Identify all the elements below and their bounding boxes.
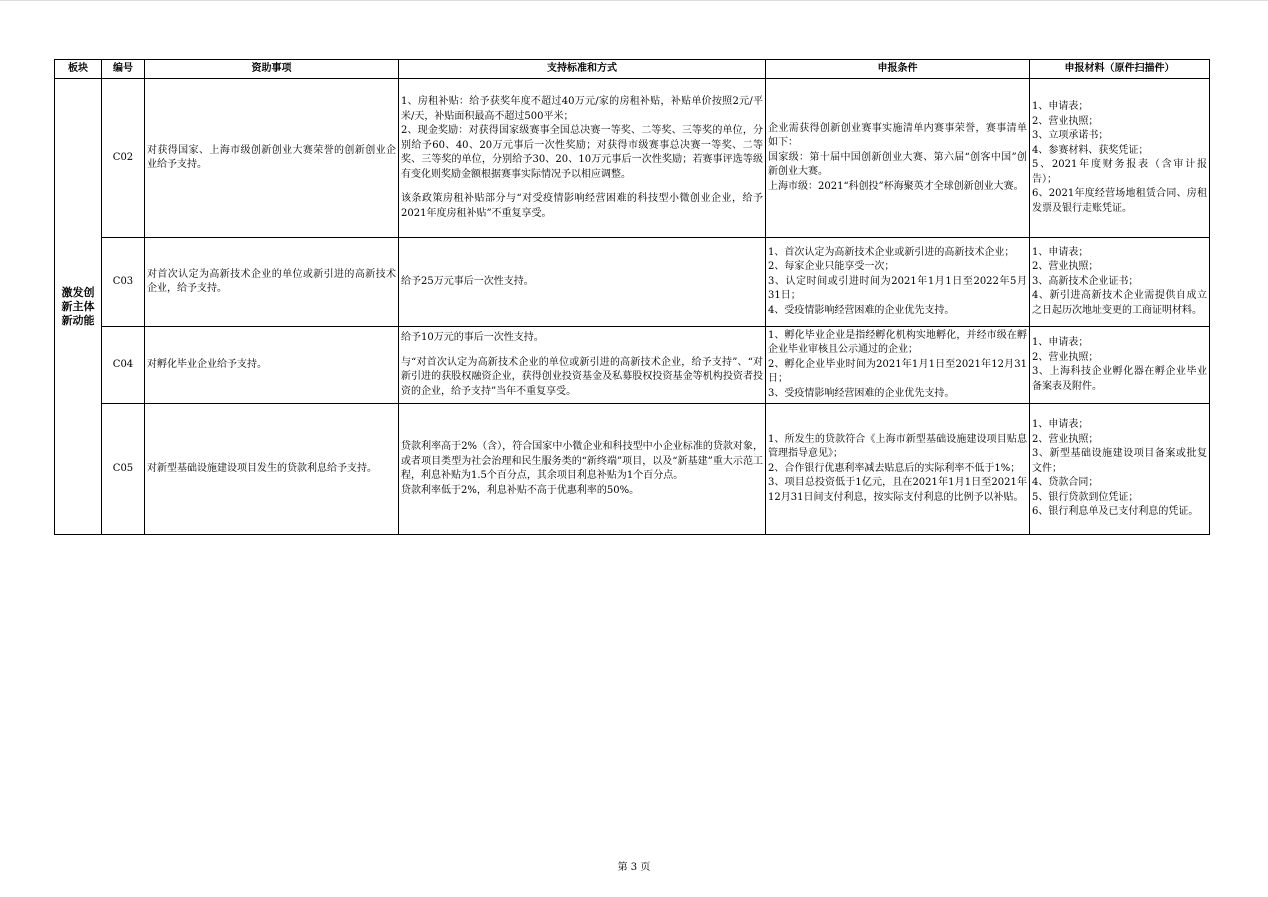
item-cell: 对获得国家、上海市级创新创业大赛荣誉的创新创业企业给予支持。 — [145, 79, 399, 238]
standard-paragraph: 与“对首次认定为高新技术企业的单位或新引进的高新技术企业，给予支持”、“对新引进的获股权融资企业，获得创业投资基金及私募股权投资基金等机构投资者投资的企业，给予支持”当年不重复享受。 — [401, 356, 763, 397]
code-cell: C05 — [102, 404, 145, 535]
standard-paragraph: 给予10万元的事后一次性支持。 — [401, 332, 544, 343]
material-line: 3、立项承诺书； — [1032, 130, 1109, 141]
table-row — [55, 238, 1210, 327]
condition-line: 4、受疫情影响经营困难的企业优先支持。 — [768, 304, 955, 316]
materials-cell — [1030, 238, 1210, 327]
header-item: 资助事项 — [145, 60, 399, 79]
standard-cell — [399, 238, 766, 327]
funding-table — [54, 59, 1210, 535]
condition-line: 1、所发生的贷款符合《上海市新型基础设施建设项目贴息管理指导意见》； — [768, 433, 1027, 460]
code-cell: C02 — [102, 79, 145, 238]
item-cell: 对孵化毕业企业给予支持。 — [145, 327, 399, 404]
materials-cell — [1030, 327, 1210, 404]
table-row — [55, 404, 1210, 535]
header-block: 板块 — [55, 60, 102, 79]
condition-line: 2、每家企业只能享受一次； — [768, 261, 895, 273]
conditions-cell — [766, 404, 1030, 535]
standard-cell — [399, 327, 766, 404]
materials-cell — [1030, 404, 1210, 535]
paragraph-gap — [401, 346, 763, 356]
condition-line: 1、孵化毕业企业是指经孵化机构实地孵化，并经市级在孵企业毕业审核且公示通过的企业； — [768, 329, 1027, 356]
top-rule — [0, 0, 1268, 1]
item-cell: 对首次认定为高新技术企业的单位或新引进的高新技术企业，给予支持。 — [145, 238, 399, 327]
table-row — [55, 79, 1210, 238]
material-line: 4、参赛材料、获奖凭证； — [1032, 144, 1149, 156]
condition-line: 上海市级：2021“科创投”杯海聚英才全球创新创业大赛。 — [768, 180, 1024, 192]
material-line: 6、银行利息单及已支付利息的凭证。 — [1032, 506, 1199, 518]
header-standard: 支持标准和方式 — [399, 60, 766, 79]
conditions-cell — [766, 238, 1030, 327]
material-line: 1、申请表； — [1032, 101, 1089, 112]
standard-paragraph: 给予25万元事后一次性支持。 — [401, 275, 534, 287]
item-cell: 对新型基础设施建设项目发生的贷款利息给予支持。 — [145, 404, 399, 535]
standard-paragraph: 该条政策房租补贴部分与“对受疫情影响经营困难的科技型小微创业企业，给予2021年度房租补贴”不重复享受。 — [401, 193, 763, 219]
material-line: 4、贷款合同； — [1032, 477, 1099, 489]
conditions-cell — [766, 327, 1030, 404]
material-line: 3、高新技术企业证书； — [1032, 275, 1139, 287]
condition-line: 2、合作银行优惠利率减去贴息后的实际利率不低于1%； — [768, 462, 1021, 474]
material-line: 2、营业执照； — [1032, 351, 1099, 363]
code-cell: C03 — [102, 238, 145, 327]
material-line: 4、新引进高新技术企业需提供自成立之日起历次地址变更的工商证明材料。 — [1032, 290, 1207, 316]
standard-paragraph: 贷款利率高于2%（含），符合国家中小微企业和科技型中小企业标准的贷款对象，或者项目类型为社会治理和民生服务类的“新终端”项目，以及“新基建”重大示范工程，利息补贴为1.5个百分点，其余项目利息补贴为1个百分点。 贷款利率低于2%，利息补贴不高于优惠利率的50%。 — [401, 441, 763, 496]
material-line: 1、申请表； — [1032, 337, 1089, 348]
condition-line: 3、认定时间或引进时间为2021年1月1日至2022年5月31日； — [768, 275, 1027, 302]
condition-line: 企业需获得创新创业赛事实施清单内赛事荣誉，赛事清单如下： — [768, 122, 1027, 149]
condition-line: 国家级：第十届中国创新创业大赛、第六届“创客中国”创新创业大赛。 — [768, 151, 1027, 178]
material-line: 2、营业执照； — [1032, 115, 1099, 127]
conditions-cell — [766, 79, 1030, 238]
material-line: 2、营业执照； — [1032, 433, 1099, 445]
header-row — [55, 60, 1210, 79]
standard-cell — [399, 404, 766, 535]
material-line: 2、营业执照； — [1032, 261, 1099, 273]
standard-paragraph: 1、房租补贴：给予获奖年度不超过40万元/家的房租补贴，补贴单价按照2元/平米/天，补贴面积最高不超过500平米； 2、现金奖励：对获得国家级赛事全国总决赛一等奖、二等奖、三等奖的单位，分别给予60、40、20万元事后一次性奖励；对获得市级赛事总决赛一等奖、二等奖、三等奖的单位，分别给予30、20、10万元事后一次性奖励；若赛事评选等级有变化则奖励金额根据赛事实际情况予以相应调整。 — [401, 96, 763, 180]
material-line: 5、2021年度财务报表（含审计报告）； — [1032, 159, 1207, 185]
header-conditions: 申报条件 — [766, 60, 1030, 79]
table-row — [55, 327, 1210, 404]
material-line: 1、申请表； — [1032, 246, 1089, 258]
page-number: 第 3 页 — [617, 862, 651, 873]
header-materials: 申报材料（原件扫描件） — [1030, 60, 1210, 79]
material-line: 3、新型基础设施建设项目备案或批复文件； — [1032, 448, 1207, 474]
code-cell: C04 — [102, 327, 145, 404]
block-cell: 激发创新主体新动能 — [55, 79, 102, 535]
condition-line: 3、项目总投资低于1亿元，且在2021年1月1日至2021年12月31日间支付利息，按实际支付利息的比例予以补贴。 — [768, 477, 1027, 503]
material-line: 3、上海科技企业孵化器在孵企业毕业备案表及附件。 — [1032, 366, 1207, 392]
condition-line: 1、首次认定为高新技术企业或新引进的高新技术企业； — [768, 246, 1015, 258]
condition-line: 2、孵化企业毕业时间为2021年1月1日至2021年12月31日； — [768, 358, 1027, 385]
header-code: 编号 — [102, 60, 145, 79]
standard-cell — [399, 79, 766, 238]
material-line: 5、银行贷款到位凭证； — [1032, 491, 1139, 503]
condition-line: 3、受疫情影响经营困难的企业优先支持。 — [768, 387, 955, 399]
materials-cell — [1030, 79, 1210, 238]
material-line: 6、2021年度经营场地租赁合同、房租发票及银行走账凭证。 — [1032, 188, 1207, 214]
material-line: 1、申请表； — [1032, 419, 1089, 431]
paragraph-gap — [401, 182, 763, 192]
